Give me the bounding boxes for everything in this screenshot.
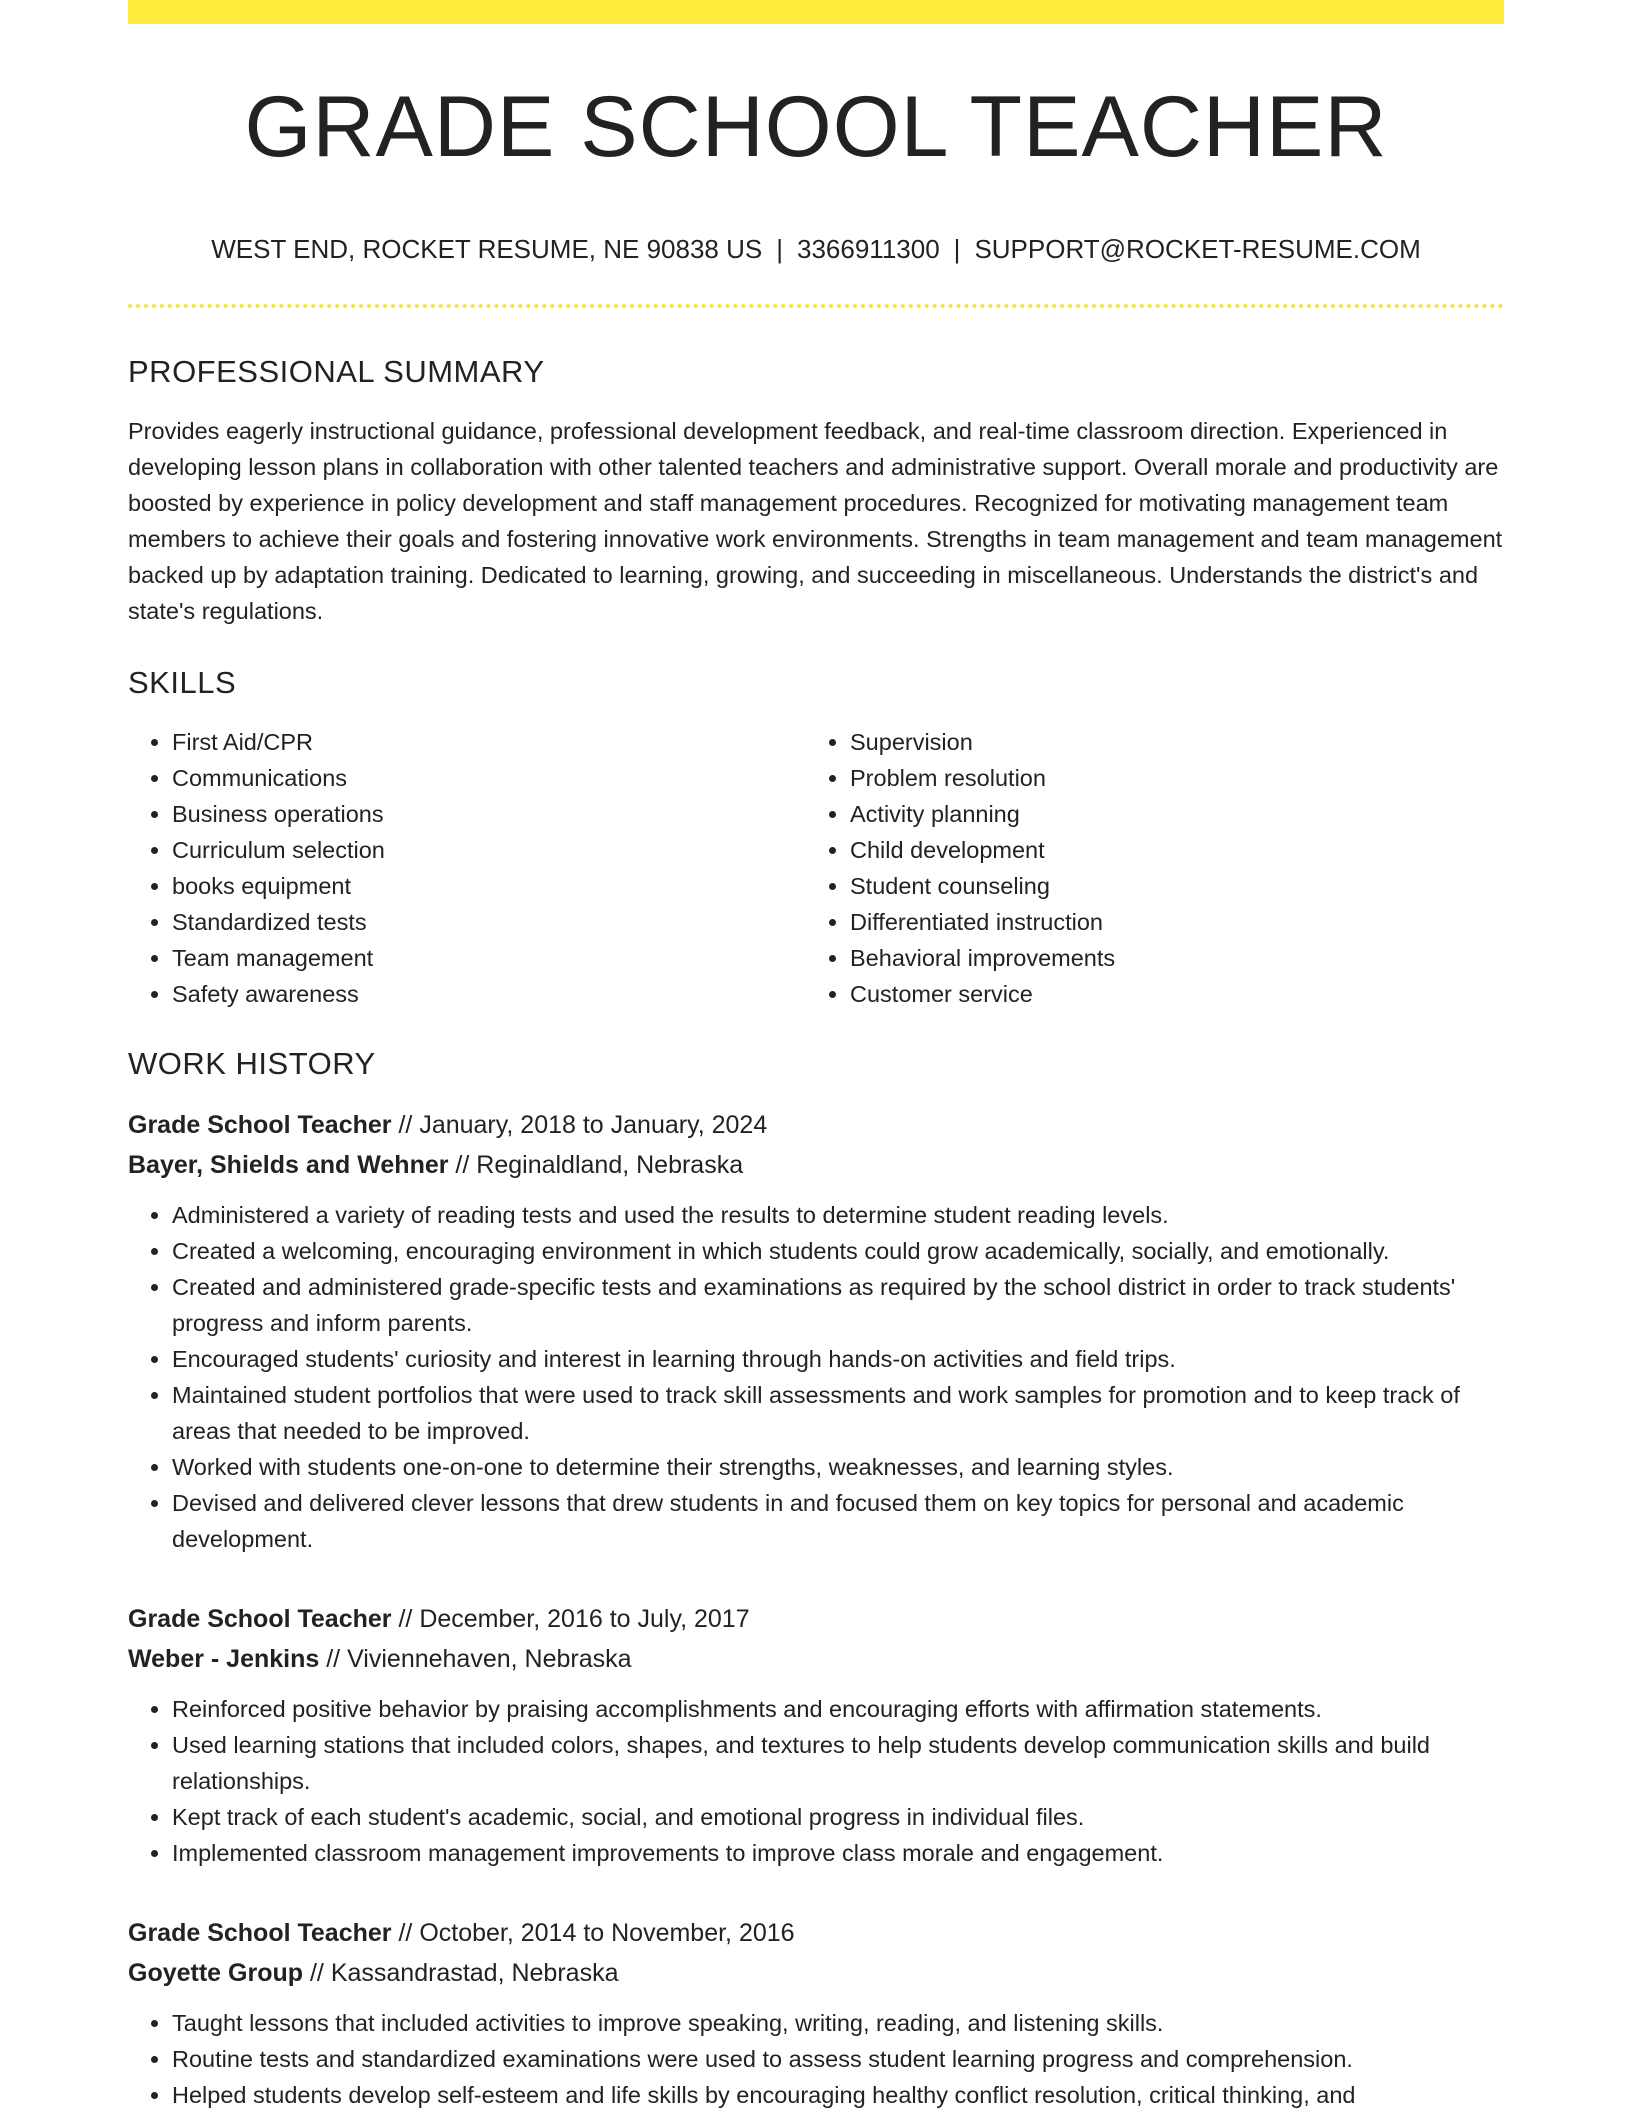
job-entry	[128, 1913, 1504, 2113]
job-entry	[128, 1599, 1504, 1871]
job-bullet: • Encouraged students' curiosity and interest in learning through hands-on activities and field trips.	[172, 1341, 1504, 1377]
accent-bar	[128, 0, 1504, 24]
work-history-heading: WORK HISTORY	[128, 1046, 376, 1081]
skill-item: • Child development	[850, 832, 1484, 868]
contact-line	[128, 236, 1504, 262]
contact-phone: 3366911300	[797, 234, 940, 264]
header-divider	[128, 304, 1504, 308]
job-entry	[128, 1105, 1504, 1557]
job-role: Grade School Teacher	[128, 1111, 392, 1139]
work-history-list	[128, 1105, 1504, 2113]
job-bullet: • Created and administered grade-specific tests and examinations as required by the school district in order to track students' progress and inform parents.	[172, 1269, 1504, 1341]
job-bullet-list	[128, 1691, 1504, 1871]
job-bullet: • Worked with students one-on-one to determine their strengths, weaknesses, and learning styles.	[172, 1449, 1504, 1485]
job-location: Kassandrastad, Nebraska	[330, 1959, 619, 1987]
skill-item: • First Aid/CPR	[172, 724, 806, 760]
job-dates: October, 2014 to November, 2016	[419, 1919, 795, 1947]
job-company: Weber - Jenkins	[128, 1645, 320, 1673]
contact-email: SUPPORT@ROCKET-RESUME.COM	[974, 234, 1421, 264]
job-separator: //	[319, 1645, 348, 1673]
job-bullet: • Implemented classroom management improvements to improve class morale and engagement.	[172, 1835, 1504, 1871]
job-separator: //	[303, 1959, 331, 1987]
job-role: Grade School Teacher	[128, 1919, 392, 1947]
job-bullet: • Reinforced positive behavior by praising accomplishments and encouraging efforts with affirmation statements.	[172, 1691, 1504, 1727]
job-bullet: • Kept track of each student's academic, social, and emotional progress in individual files.	[172, 1799, 1504, 1835]
skill-item: • Standardized tests	[172, 904, 806, 940]
skill-item: • Supervision	[850, 724, 1484, 760]
job-bullet: • Maintained student portfolios that were used to track skill assessments and work samples for promotion and to keep track of areas that needed to be improved.	[172, 1377, 1504, 1449]
resume-page	[128, 0, 1504, 2113]
job-bullet: • Used learning stations that included colors, shapes, and textures to help students develop communication skills and build relationships.	[172, 1727, 1504, 1799]
job-company-line	[128, 1145, 1504, 1185]
summary-text: Provides eagerly instructional guidance, professional development feedback, and real-time classroom direction. Experienced in developing lesson plans in collaboration with other talented teachers and administrative support. Overall morale and productivity are boosted by experience in policy development and staff management procedures. Recognized for motivating management team members to achieve their goals and fostering innovative work environments. Strengths in team management and team management backed up by adaptation training. Dedicated to learning, growing, and succeeding in miscellaneous. Understands the district's and state's regulations.	[128, 418, 1503, 624]
job-bullet: • Helped students develop self-esteem and life skills by encouraging healthy conflict resolution, critical thinking, and	[172, 2077, 1504, 2113]
job-dates: December, 2016 to July, 2017	[419, 1605, 750, 1633]
job-title-line	[128, 1105, 1504, 1145]
skill-item: • Behavioral improvements	[850, 940, 1484, 976]
job-location: Viviennehaven, Nebraska	[347, 1645, 632, 1673]
skills-grid	[128, 724, 1504, 1012]
job-company: Bayer, Shields and Wehner	[128, 1151, 449, 1179]
job-bullet: • Devised and delivered clever lessons that drew students in and focused them on key topics for personal and academic development.	[172, 1485, 1504, 1557]
job-company-line	[128, 1953, 1504, 1993]
skill-item: • books equipment	[172, 868, 806, 904]
job-separator: //	[391, 1111, 420, 1139]
skills-right-column	[806, 724, 1484, 1012]
job-company: Goyette Group	[128, 1959, 304, 1987]
skill-item: • Activity planning	[850, 796, 1484, 832]
resume-title: GRADE SCHOOL TEACHER	[244, 79, 1388, 175]
contact-address: WEST END, ROCKET RESUME, NE 90838 US	[211, 234, 763, 264]
skills-left-column	[128, 724, 806, 1012]
skill-item: • Safety awareness	[172, 976, 806, 1012]
job-bullet: • Created a welcoming, encouraging environment in which students could grow academically, socially, and emotionally.	[172, 1233, 1504, 1269]
job-bullet: • Administered a variety of reading tests and used the results to determine student reading levels.	[172, 1197, 1504, 1233]
job-company-line	[128, 1639, 1504, 1679]
job-location: Reginaldland, Nebraska	[476, 1151, 744, 1179]
skill-item: • Business operations	[172, 796, 806, 832]
skill-item: • Communications	[172, 760, 806, 796]
skill-item: • Team management	[172, 940, 806, 976]
job-title-line	[128, 1599, 1504, 1639]
skill-item: • Customer service	[850, 976, 1484, 1012]
skill-item: • Differentiated instruction	[850, 904, 1484, 940]
job-role: Grade School Teacher	[128, 1605, 392, 1633]
skill-item: • Problem resolution	[850, 760, 1484, 796]
job-dates: January, 2018 to January, 2024	[419, 1111, 768, 1139]
job-separator: //	[448, 1151, 477, 1179]
job-separator: //	[391, 1605, 420, 1633]
job-separator: //	[391, 1919, 420, 1947]
contact-separator: |	[776, 234, 783, 264]
job-bullet: • Taught lessons that included activities to improve speaking, writing, reading, and listening skills.	[172, 2005, 1504, 2041]
skill-item: • Curriculum selection	[172, 832, 806, 868]
job-bullet-list	[128, 2005, 1504, 2113]
contact-separator: |	[953, 234, 961, 264]
job-title-line	[128, 1913, 1504, 1953]
job-bullet: • Routine tests and standardized examinations were used to assess student learning progress and comprehension.	[172, 2041, 1504, 2077]
skill-item: • Student counseling	[850, 868, 1484, 904]
summary-heading: PROFESSIONAL SUMMARY	[128, 354, 545, 389]
job-bullet-list	[128, 1197, 1504, 1557]
skills-heading: SKILLS	[128, 665, 237, 700]
